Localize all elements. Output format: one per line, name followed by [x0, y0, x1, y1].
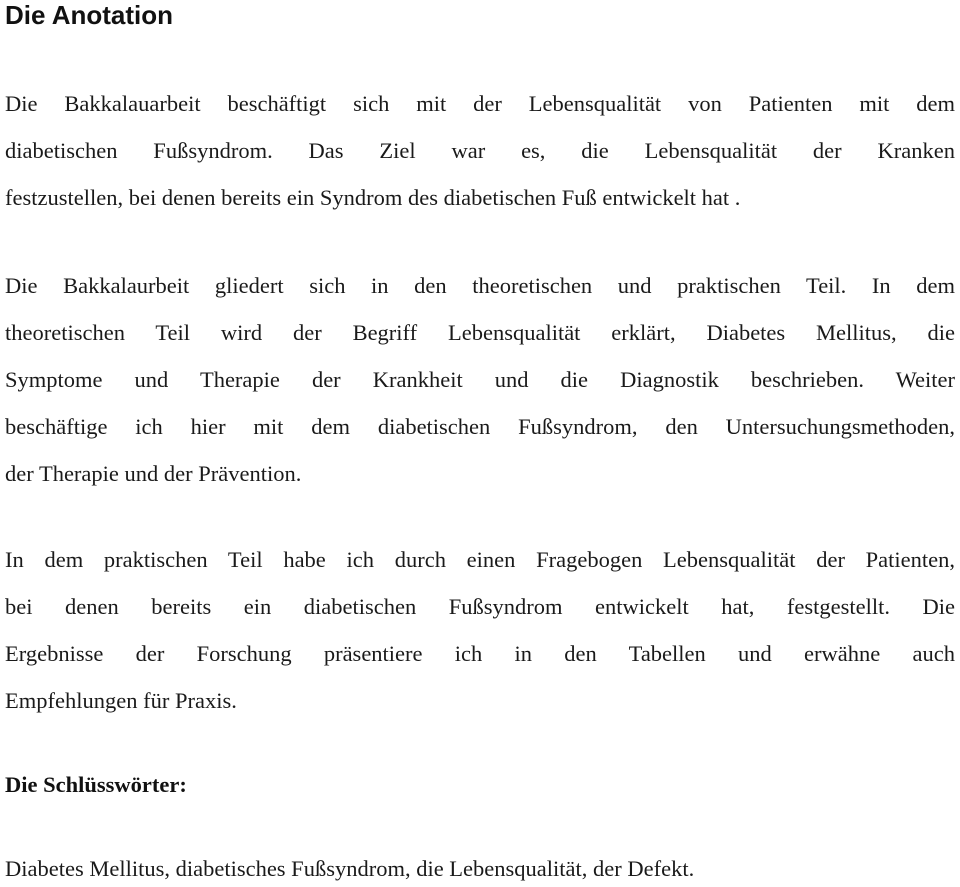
keywords-list: Diabetes Mellitus, diabetisches Fußsyndrom, die Lebensqualität, der Defekt. [5, 856, 695, 881]
paragraph-line: bei denen bereits ein diabetischen Fußsyndrom entwickelt hat, festgestellt. Die [5, 594, 955, 619]
paragraph-line: der Therapie und der Prävention. [5, 461, 302, 486]
paragraph-line: Die Bakkalauarbeit beschäftigt sich mit der Lebensqualität von Patienten mit dem [5, 91, 955, 116]
document-title: Die Anotation [5, 0, 174, 30]
paragraph-line: Empfehlungen für Praxis. [5, 688, 237, 713]
keywords-heading: Die Schlüsswörter: [5, 772, 187, 797]
paragraph-line: theoretischen Teil wird der Begriff Lebensqualität erklärt, Diabetes Mellitus, die [5, 320, 955, 345]
annotation-paragraph-2 [5, 262, 955, 497]
annotation-paragraph-3 [5, 536, 955, 724]
paragraph-line: Ergebnisse der Forschung präsentiere ich in den Tabellen und erwähne auch [5, 641, 955, 666]
paragraph-line: Die Bakkalaurbeit gliedert sich in den theoretischen und praktischen Teil. In dem [5, 273, 955, 298]
annotation-paragraph-1 [5, 80, 955, 221]
paragraph-line: beschäftige ich hier mit dem diabetischen Fußsyndrom, den Untersuchungsmethoden, [5, 414, 955, 439]
paragraph-line: festzustellen, bei denen bereits ein Syndrom des diabetischen Fuß entwickelt hat . [5, 185, 741, 210]
paragraph-line: In dem praktischen Teil habe ich durch einen Fragebogen Lebensqualität der Patienten, [5, 547, 955, 572]
paragraph-line: Symptome und Therapie der Krankheit und die Diagnostik beschrieben. Weiter [5, 367, 955, 392]
paragraph-line: diabetischen Fußsyndrom. Das Ziel war es, die Lebensqualität der Kranken [5, 138, 955, 163]
